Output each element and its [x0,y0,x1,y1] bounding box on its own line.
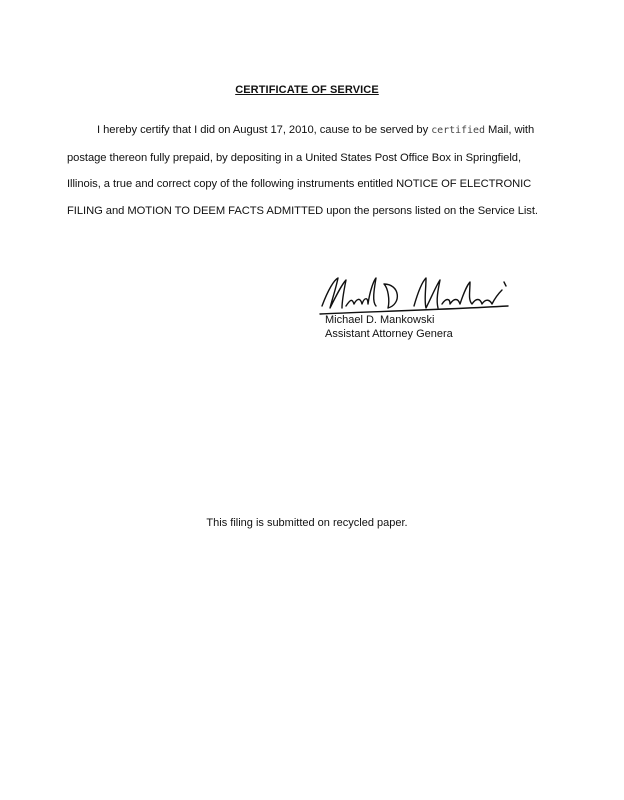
signer-name: Michael D. Mankowski [325,314,435,326]
typed-service-method: certified [431,125,485,136]
signature-block [325,313,453,341]
certification-text-part2: Mail, with postage thereon fully prepaid, by depositing in a United States Post Office Box in Springfield, Illinois, a true and correct copy of the following instruments entitled NOTICE OF ELECTRONIC FILING and MOTION TO DEEM FACTS ADMITTED upon the persons listed on the Service List. [67,124,538,217]
certification-text-part1: I hereby certify that I did on August 17, 2010, cause to be served by [97,124,432,136]
certification-paragraph [67,117,547,224]
recycled-paper-note: This filing is submitted on recycled paper. [206,517,408,529]
document-title: CERTIFICATE OF SERVICE [235,84,379,96]
signer-title: Assistant Attorney Genera [325,328,453,340]
